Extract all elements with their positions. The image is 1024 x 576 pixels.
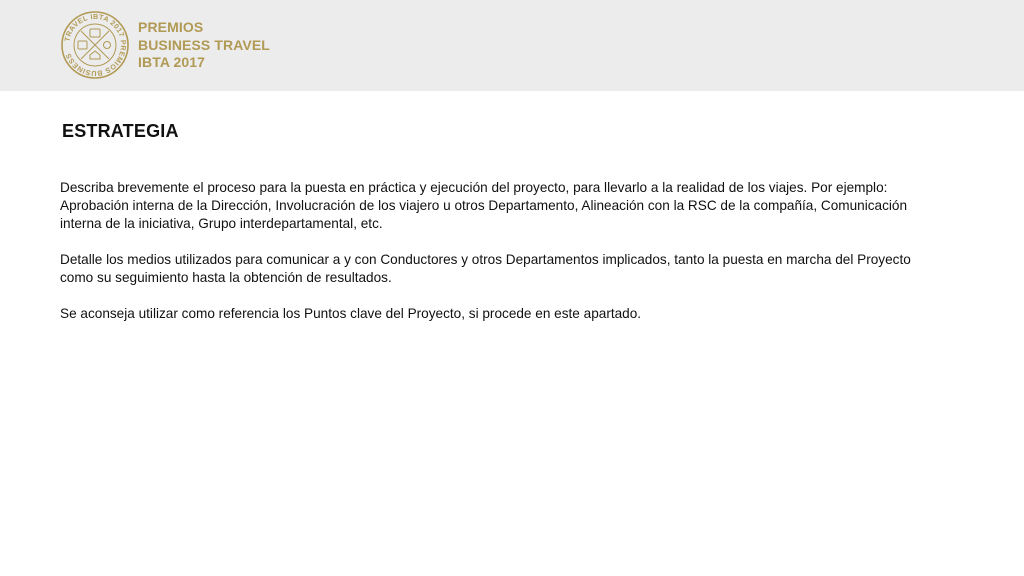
body-text xyxy=(60,179,940,341)
logo-wordmark xyxy=(138,19,270,72)
paragraph-communication: Detalle los medios utilizados para comunicar a y con Conductores y otros Departamentos implicados, tanto la puesta en marcha del Proyecto como su seguimiento hasta la obtención de resultados. xyxy=(60,252,911,285)
logo-line-ibta-2017: IBTA 2017 xyxy=(138,54,206,70)
logo-line-premios: PREMIOS xyxy=(138,19,204,35)
logo-line-business-travel: BUSINESS TRAVEL xyxy=(138,36,270,53)
page-title: ESTRATEGIA xyxy=(62,121,179,141)
header-bar xyxy=(0,0,1024,91)
paragraph-description: Describa brevemente el proceso para la puesta en práctica y ejecución del proyecto, para llevarlo a la realidad de los viajes. Por ejemplo: Aprobación interna de la Dirección, Involucración de los viajero u otros Departamento, Alineación con la RSC de la compañía, Comunicación interna de la iniciativa, Grupo interdepartamental, etc. xyxy=(60,180,908,231)
svg-text:TRAVEL IBTA 2017 PREMIOS BUSIN: TRAVEL IBTA 2017 PREMIOS BUSINESS xyxy=(62,11,129,79)
ibta-seal-logo-icon xyxy=(61,11,129,79)
paragraph-recommendation: Se aconseja utilizar como referencia los Puntos clave del Proyecto, si procede en este apartado. xyxy=(60,306,642,321)
